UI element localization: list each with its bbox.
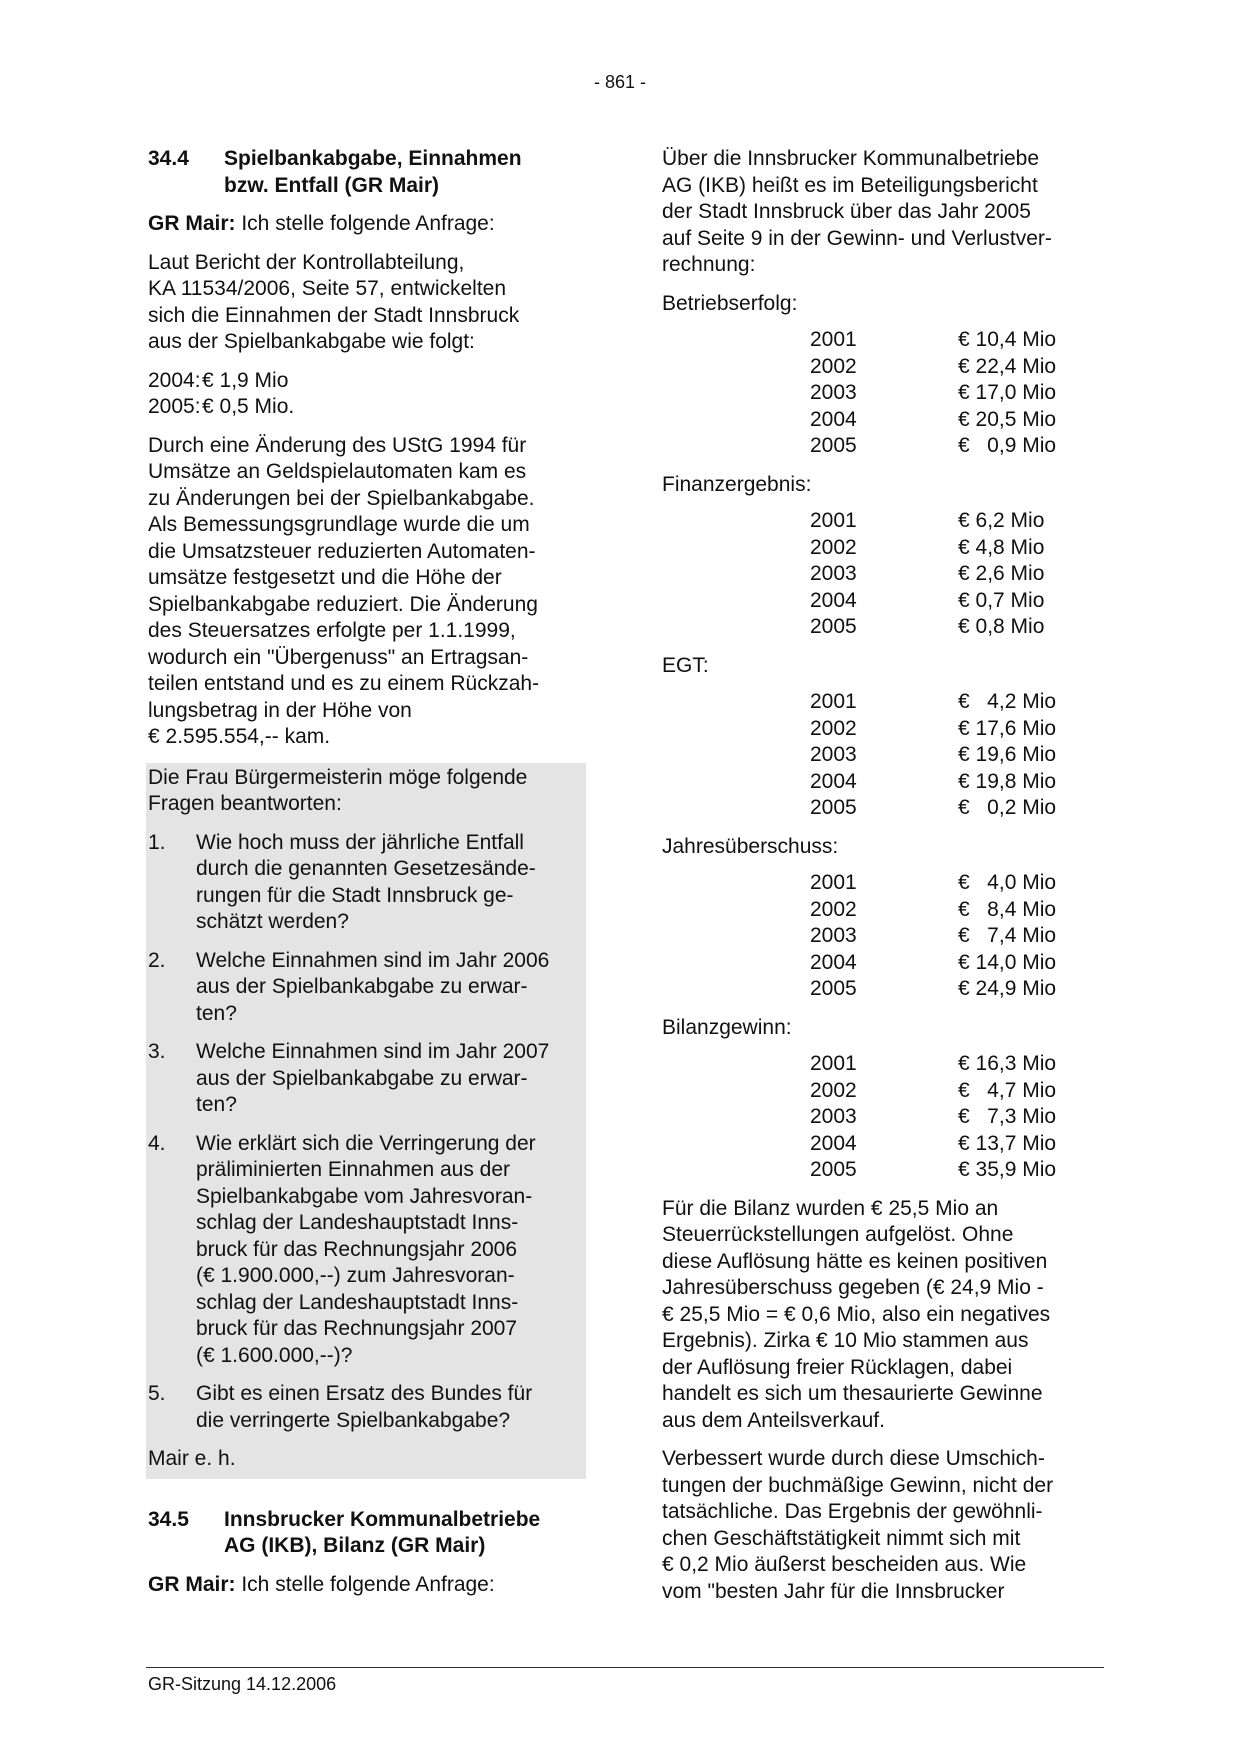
table-row bbox=[662, 716, 1112, 743]
section-number: 34.4 bbox=[148, 147, 189, 170]
financial-table bbox=[662, 870, 1112, 1003]
left-column bbox=[148, 146, 588, 1610]
year-cell: 2004 bbox=[810, 950, 857, 974]
value-cell: € 0,2 Mio bbox=[958, 796, 1057, 819]
value-cell: € 16,3 Mio bbox=[958, 1052, 1057, 1075]
question-item: 2. Welche Einnahmen sind im Jahr 2006 aus der Spielbankabgabe zu erwar- ten? bbox=[148, 948, 550, 1025]
value-cell: € 4,0 Mio bbox=[958, 871, 1057, 894]
table-row bbox=[662, 588, 1112, 615]
page-number: - 861 - bbox=[593, 72, 647, 92]
table-label: Betriebserfolg: bbox=[662, 291, 798, 315]
financial-table bbox=[662, 508, 1112, 641]
table-row bbox=[662, 1078, 1112, 1105]
footer-rule bbox=[146, 1667, 1104, 1668]
year-cell: 2003 bbox=[810, 924, 857, 947]
year-cell: 2001 bbox=[810, 328, 857, 351]
table-label: EGT: bbox=[662, 653, 709, 677]
section-heading-34-4 bbox=[148, 146, 588, 199]
table-row bbox=[662, 795, 1112, 822]
value-cell: € 0,7 Mio bbox=[958, 588, 1045, 612]
signature: Mair e. h. bbox=[148, 1447, 236, 1470]
value-cell: € 22,4 Mio bbox=[958, 354, 1057, 378]
table-row bbox=[662, 433, 1112, 460]
year-cell: 2003 bbox=[810, 381, 857, 404]
paragraph-report: Laut Bericht der Kontrollabteilung, KA 11534/2006, Seite 57, entwickelten sich die Einnahmen der Stadt Innsbruck aus der Spielbankabgabe wie folgt: bbox=[148, 250, 520, 353]
value-cell: € 7,4 Mio bbox=[958, 924, 1057, 947]
table-row bbox=[662, 508, 1112, 535]
value-cell: € 24,9 Mio bbox=[958, 977, 1057, 1000]
year-cell: 2001 bbox=[810, 509, 857, 532]
year-cell: 2001 bbox=[810, 1052, 857, 1075]
section-number: 34.5 bbox=[148, 1507, 189, 1531]
table-row bbox=[662, 354, 1112, 381]
financial-table bbox=[662, 327, 1112, 460]
questions-box bbox=[146, 763, 586, 1479]
year-cell: 2002 bbox=[810, 535, 857, 559]
value-cell: € 4,7 Mio bbox=[958, 1078, 1057, 1102]
speaker-name: GR Mair: bbox=[148, 212, 236, 235]
table-row bbox=[662, 769, 1112, 796]
speaker-line: GR Mair: Ich stelle folgende Anfrage: bbox=[148, 1572, 495, 1596]
table-row bbox=[662, 535, 1112, 562]
value-cell: € 20,5 Mio bbox=[958, 407, 1057, 431]
year-cell: 2002 bbox=[810, 354, 857, 378]
financial-table bbox=[662, 689, 1112, 822]
table-row bbox=[662, 976, 1112, 1003]
value-cell: € 4,8 Mio bbox=[958, 535, 1045, 559]
year-cell: 2005 bbox=[810, 1158, 857, 1181]
year-cell: 2001 bbox=[810, 871, 857, 894]
speaker-name: GR Mair: bbox=[148, 1572, 236, 1596]
table-row bbox=[662, 870, 1112, 897]
paragraph-ustg-change: Durch eine Änderung des UStG 1994 für Umsätze an Geldspielautomaten kam es zu Änderungen bei der Spielbankabgabe. Als Bemessungsgrundlage wurde die um die Umsatzsteuer reduzierten Automaten- umsätze festgesetzt und die Höhe der Spielbankabgabe reduziert. Die Änderung des Steuersatzes erfolgte per 1.1.1999, wodurch ein "Übergenuss" an Ertragsan- teilen entstand und es zu einem Rückzah- lungsbetrag in der Höhe von € 2.595.554,-- kam. bbox=[148, 433, 540, 748]
table-row bbox=[662, 407, 1112, 434]
amount-row: 2004: € 1,9 Mio bbox=[148, 368, 289, 392]
paragraph-bilanz: Für die Bilanz wurden € 25,5 Mio an Steuerrückstellungen aufgelöst. Ohne diese Auflösung hätte es keinen positiven Jahresüberschuss gegeben (€ 24,9 Mio - € 25,5 Mio = € 0,6 Mio, also ein negatives Ergebnis). Zirka € 10 Mio stammen aus der Auflösung freier Rücklagen, dabei handelt es sich um thesaurierte Gewinne aus dem Anteilsverkauf. bbox=[662, 1196, 1051, 1432]
value-cell: € 10,4 Mio bbox=[958, 328, 1057, 351]
table-row bbox=[662, 327, 1112, 354]
value-cell: € 8,4 Mio bbox=[958, 897, 1057, 921]
value-cell: € 13,7 Mio bbox=[958, 1131, 1057, 1155]
year-cell: 2002 bbox=[810, 716, 857, 740]
value-cell: € 35,9 Mio bbox=[958, 1158, 1057, 1181]
value-cell: € 6,2 Mio bbox=[958, 509, 1045, 532]
year-cell: 2002 bbox=[810, 1078, 857, 1102]
right-column bbox=[662, 146, 1112, 1617]
table-row bbox=[662, 897, 1112, 924]
table-label: Bilanzgewinn: bbox=[662, 1015, 792, 1039]
footer-text: GR-Sitzung 14.12.2006 bbox=[148, 1674, 337, 1694]
year-cell: 2001 bbox=[810, 690, 857, 713]
table-row bbox=[662, 1104, 1112, 1131]
speaker-line: GR Mair: Ich stelle folgende Anfrage: bbox=[148, 212, 495, 235]
section-title: Spielbankabgabe, Einnahmen bzw. Entfall (GR Mair) bbox=[224, 147, 522, 197]
question-item: 3. Welche Einnahmen sind im Jahr 2007 aus der Spielbankabgabe zu erwar- ten? bbox=[148, 1040, 550, 1116]
table-row bbox=[662, 380, 1112, 407]
question-item: 4. Wie erklärt sich die Verringerung der präliminierten Einnahmen aus der Spielbankabgabe vom Jahresvoran- schlag der Landeshauptstadt Inns- bruck für das Rechnungsjahr 2006 (€ 1.900.000,--) zum Jahresvoran- schlag der Landeshauptstadt Inns- bruck für das Rechnungsjahr 2007 (€ 1.600.000,--)? bbox=[148, 1131, 536, 1367]
paragraph-ikb-intro: Über die Innsbrucker Kommunalbetriebe AG (IKB) heißt es im Beteiligungsbericht der Stadt Innsbruck über das Jahr 2005 auf Seite 9 in der Gewinn- und Verlustver- rechnung: bbox=[662, 147, 1052, 276]
value-cell: € 19,6 Mio bbox=[958, 743, 1057, 766]
year-cell: 2005 bbox=[810, 796, 857, 819]
financial-tables bbox=[662, 291, 1112, 1184]
value-cell: € 4,2 Mio bbox=[958, 690, 1057, 713]
year-cell: 2002 bbox=[810, 897, 857, 921]
question-item: 1. Wie hoch muss der jährliche Entfall durch die genannten Gesetzesände- rungen für die Stadt Innsbruck ge- schätzt werden? bbox=[148, 830, 536, 933]
paragraph-umschichtungen: Verbessert wurde durch diese Umschich- tungen der buchmäßige Gewinn, nicht der tatsächliche. Das Ergebnis der gewöhnli- chen Geschäftstätigkeit nimmt sich mit € 0,2 Mio äußerst bescheiden aus. Wie vom "besten Jahr für die Innsbrucker bbox=[662, 1447, 1054, 1603]
year-cell: 2004 bbox=[810, 588, 857, 612]
section-title: Innsbrucker Kommunalbetriebe AG (IKB), Bilanz (GR Mair) bbox=[224, 1507, 541, 1557]
table-row bbox=[662, 950, 1112, 977]
table-row bbox=[662, 614, 1112, 641]
year-cell: 2004 bbox=[810, 769, 857, 793]
table-row bbox=[662, 1051, 1112, 1078]
value-cell: € 19,8 Mio bbox=[958, 769, 1057, 793]
year-cell: 2005 bbox=[810, 434, 857, 457]
table-label: Jahresüberschuss: bbox=[662, 834, 839, 858]
amount-row: 2005: € 0,5 Mio. bbox=[148, 395, 295, 418]
value-cell: € 17,0 Mio bbox=[958, 381, 1057, 404]
financial-table bbox=[662, 1051, 1112, 1184]
question-item: 5. Gibt es einen Ersatz des Bundes für die verringerte Spielbankabgabe? bbox=[148, 1382, 533, 1432]
year-cell: 2003 bbox=[810, 1105, 857, 1128]
table-label: Finanzergebnis: bbox=[662, 472, 812, 496]
section-heading-34-5 bbox=[148, 1507, 588, 1560]
table-row bbox=[662, 1131, 1112, 1158]
box-intro: Die Frau Bürgermeisterin möge folgende Fragen beantworten: bbox=[148, 765, 528, 815]
value-cell: € 14,0 Mio bbox=[958, 950, 1057, 974]
year-cell: 2005 bbox=[810, 615, 857, 638]
revenue-amounts bbox=[148, 368, 588, 421]
table-row bbox=[662, 742, 1112, 769]
value-cell: € 2,6 Mio bbox=[958, 562, 1045, 585]
year-cell: 2005 bbox=[810, 977, 857, 1000]
value-cell: € 7,3 Mio bbox=[958, 1105, 1057, 1128]
value-cell: € 0,8 Mio bbox=[958, 615, 1045, 638]
table-row bbox=[662, 561, 1112, 588]
table-row bbox=[662, 689, 1112, 716]
table-row bbox=[662, 1157, 1112, 1184]
year-cell: 2004 bbox=[810, 407, 857, 431]
table-row bbox=[662, 923, 1112, 950]
year-cell: 2003 bbox=[810, 562, 857, 585]
year-cell: 2004 bbox=[810, 1131, 857, 1155]
value-cell: € 0,9 Mio bbox=[958, 434, 1057, 457]
value-cell: € 17,6 Mio bbox=[958, 716, 1057, 740]
year-cell: 2003 bbox=[810, 743, 857, 766]
